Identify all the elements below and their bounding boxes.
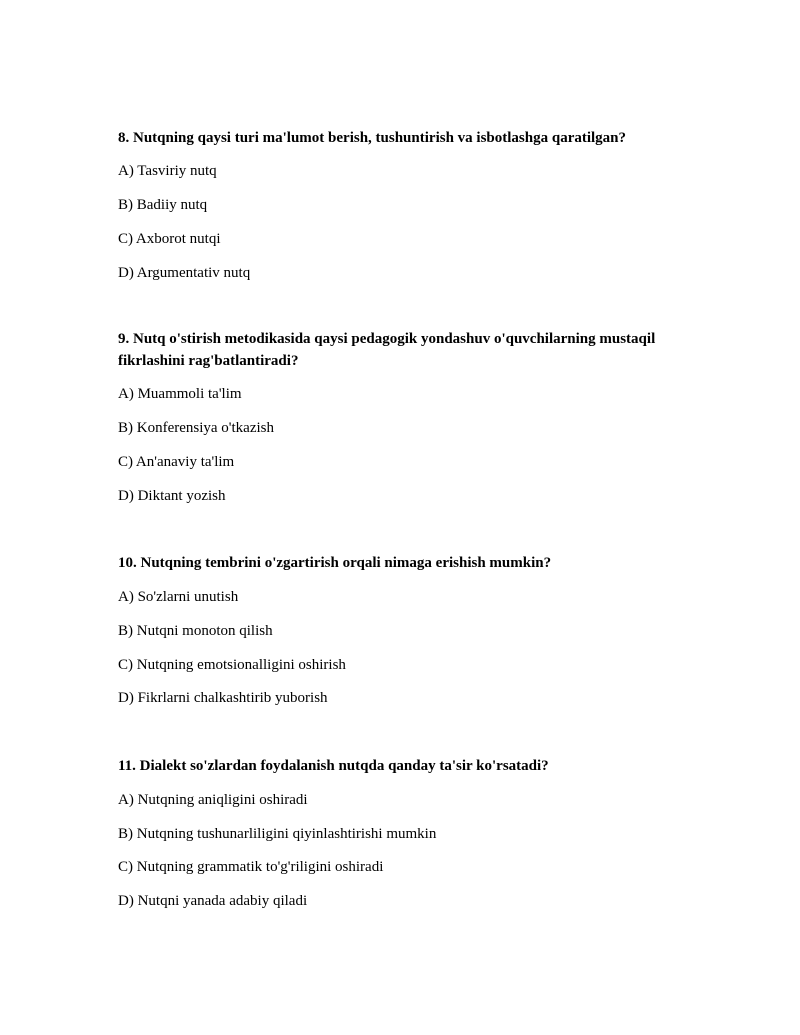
question-11 bbox=[118, 755, 698, 909]
option-c: C) Nutqning grammatik to'g'riligini oshiradi bbox=[118, 859, 384, 875]
option-c: C) Axborot nutqi bbox=[118, 231, 221, 247]
option-d: D) Argumentativ nutq bbox=[118, 265, 251, 281]
question-10 bbox=[118, 552, 698, 706]
option-a: A) Muammoli ta'lim bbox=[118, 386, 242, 402]
option-d: D) Nutqni yanada adabiy qiladi bbox=[118, 893, 308, 909]
question-8 bbox=[118, 127, 698, 281]
question-text: 11. Dialekt so'zlardan foydalanish nutqda qanday ta'sir ko'rsatadi? bbox=[118, 758, 549, 774]
option-d: D) Fikrlarni chalkashtirib yuborish bbox=[118, 690, 328, 706]
option-d: D) Diktant yozish bbox=[118, 488, 226, 504]
question-text: 10. Nutqning tembrini o'zgartirish orqali nimaga erishish mumkin? bbox=[118, 555, 552, 571]
option-b: B) Konferensiya o'tkazish bbox=[118, 420, 274, 436]
option-a: A) Nutqning aniqligini oshiradi bbox=[118, 792, 308, 808]
question-text: 8. Nutqning qaysi turi ma'lumot berish, tushuntirish va isbotlashga qaratilgan? bbox=[118, 130, 627, 146]
question-9 bbox=[118, 328, 698, 504]
option-a: A) So'zlarni unutish bbox=[118, 589, 239, 605]
option-b: B) Badiiy nutq bbox=[118, 197, 208, 213]
option-b: B) Nutqni monoton qilish bbox=[118, 623, 273, 639]
option-c: C) Nutqning emotsionalligini oshirish bbox=[118, 657, 346, 673]
question-text: 9. Nutq o'stirish metodikasida qaysi pedagogik yondashuv o'quvchilarning mustaqil fikrlashini rag'batlantiradi? bbox=[118, 331, 656, 369]
option-a: A) Tasviriy nutq bbox=[118, 163, 217, 179]
option-c: C) An'anaviy ta'lim bbox=[118, 454, 235, 470]
option-b: B) Nutqning tushunarliligini qiyinlashtirishi mumkin bbox=[118, 826, 437, 842]
